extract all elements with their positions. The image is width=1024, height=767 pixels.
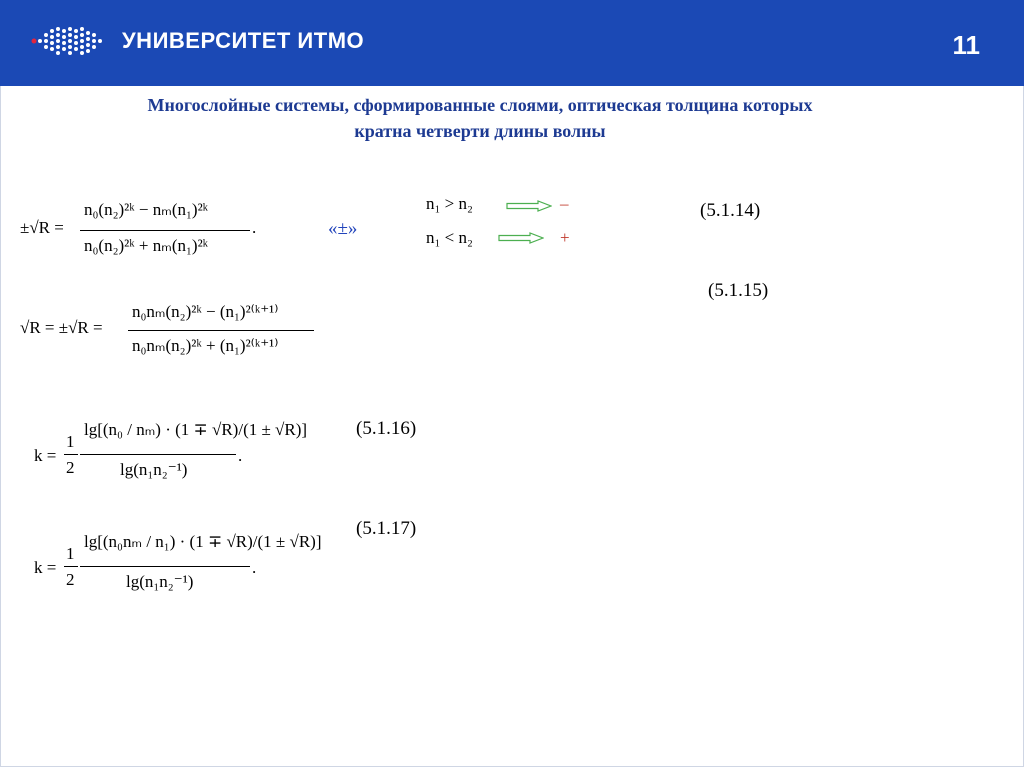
- university-name: УНИВЕРСИТЕТ ИТМО: [122, 28, 365, 53]
- eq14-fraction-bar: [80, 230, 250, 231]
- page-number: 11: [952, 30, 980, 60]
- eq14-denominator: n₀(n₂)²ᵏ + nₘ(n₁)²ᵏ: [84, 236, 209, 255]
- eq17-numerator: lg[(n₀nₘ / n₁) · (1 ∓ √R)/(1 ± √R)]: [84, 532, 322, 551]
- eq17-lhs: k =: [34, 558, 57, 577]
- title-line-1: Многослойные системы, сформированные слоями, оптическая толщина которых: [147, 95, 813, 115]
- eq17-denominator: lg(n₁n₂⁻¹): [126, 572, 194, 591]
- eq16-denominator: lg(n₁n₂⁻¹): [120, 460, 188, 479]
- eq16-half-numerator: 1: [66, 432, 75, 451]
- eq14-numerator: n₀(n₂)²ᵏ − nₘ(n₁)²ᵏ: [84, 200, 209, 219]
- eq14-lhs: ±√R =: [20, 218, 64, 237]
- plus-minus-note: «±»: [328, 218, 358, 239]
- eq16-lhs: k =: [34, 446, 57, 465]
- condition-1-sign: –: [560, 194, 569, 213]
- eq15-denominator: n₀nₘ(n₂)²ᵏ + (n₁)²⁽ᵏ⁺¹⁾: [132, 336, 279, 355]
- arrow-right-icon: [498, 232, 544, 244]
- eq14-number: (5.1.14): [700, 200, 761, 221]
- eq15-lhs: √R = ±√R =: [20, 318, 103, 337]
- eq16-fraction-bar: [80, 454, 236, 455]
- condition-2-text: n₁ < n₂: [426, 228, 473, 247]
- eq17-half-bar: [64, 566, 78, 567]
- eq15-fraction-bar: [128, 330, 314, 331]
- eq16-period: .: [238, 446, 243, 465]
- slide-title: [40, 92, 920, 144]
- title-line-2: кратна четверти длины волны: [354, 121, 606, 141]
- eq16-half-bar: [64, 454, 78, 455]
- eq17-period: .: [252, 558, 257, 577]
- condition-2-sign: +: [560, 228, 570, 247]
- arrow-right-icon: [506, 200, 552, 212]
- itmo-logo-icon: [30, 24, 110, 58]
- eq15-number: (5.1.15): [708, 280, 769, 301]
- eq17-fraction-bar: [80, 566, 250, 567]
- eq17-half-numerator: 1: [66, 544, 75, 563]
- eq16-number: (5.1.16): [356, 418, 417, 439]
- eq17-half-denominator: 2: [66, 570, 75, 589]
- eq15-numerator: n₀nₘ(n₂)²ᵏ − (n₁)²⁽ᵏ⁺¹⁾: [132, 302, 279, 321]
- condition-1-text: n₁ > n₂: [426, 194, 473, 213]
- eq17-number: (5.1.17): [356, 518, 417, 539]
- eq16-numerator: lg[(n₀ / nₘ) · (1 ∓ √R)/(1 ± √R)]: [84, 420, 308, 439]
- eq14-period: .: [252, 218, 257, 237]
- header-bar: [0, 0, 1024, 86]
- eq16-half-denominator: 2: [66, 458, 75, 477]
